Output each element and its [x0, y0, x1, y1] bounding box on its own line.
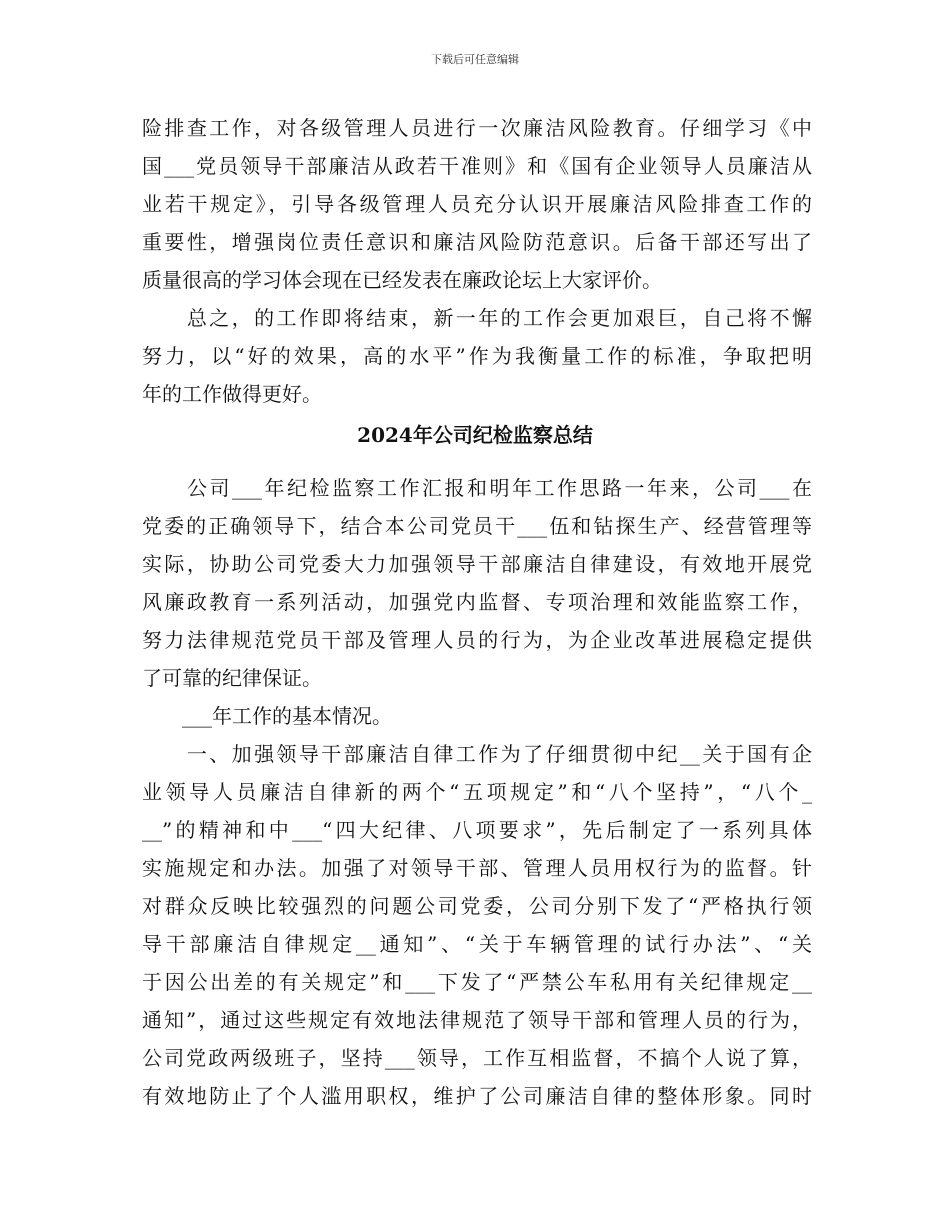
paragraph-line: ___年工作的基本情况。 [142, 704, 392, 728]
paragraph-line: 年的工作做得更好。 [142, 382, 322, 406]
paragraph-line: 国___党员领导干部廉洁从政若干准则》和《国有企业领导人员廉洁从 [142, 154, 812, 178]
page-header: 下载后可任意编辑 [431, 53, 519, 66]
paragraph-line: 导干部廉洁自律规定__通知”、“关于车辆管理的试行办法”、“关 [142, 932, 812, 956]
paragraph-line: 险排查工作，对各级管理人员进行一次廉洁风险教育。仔细学习《中 [142, 116, 812, 140]
paragraph-line: 通知”，通过这些规定有效地法律规范了领导干部和管理人员的行为， [142, 1008, 812, 1032]
paragraph-line: 业领导人员廉洁自律新的两个“五项规定”和“八个坚持”，“八个_ [142, 780, 812, 804]
paragraph-line: 业若干规定》，引导各级管理人员充分认识开展廉洁风险排查工作的 [142, 192, 812, 216]
paragraph-line: 实际，协助公司党委大力加强领导干部廉洁自律建设，有效地开展党 [142, 552, 812, 576]
paragraph-line: 对群众反映比较强烈的问题公司党委，公司分别下发了“严格执行领 [142, 894, 812, 918]
paragraph-line: 党委的正确领导下，结合本公司党员干___伍和钻探生产、经营管理等 [142, 514, 812, 538]
paragraph-line: 重要性，增强岗位责任意识和廉洁风险防范意识。后备干部还写出了 [142, 230, 812, 254]
paragraph-line: 有效地防止了个人滥用职权，维护了公司廉洁自律的整体形象。同时 [142, 1084, 812, 1108]
paragraph-line: 总之，的工作即将结束，新一年的工作会更加艰巨，自己将不懈 [142, 306, 812, 330]
paragraph-line: 实施规定和办法。加强了对领导干部、管理人员用权行为的监督。针 [142, 856, 812, 880]
paragraph-line: 公司党政两级班子，坚持___领导，工作互相监督，不搞个人说了算， [142, 1046, 812, 1070]
paragraph-line: 风廉政教育一系列活动，加强党内监督、专项治理和效能监察工作， [142, 590, 812, 614]
paragraph-line: 一、加强领导干部廉洁自律工作为了仔细贯彻中纪__关于国有企 [142, 742, 812, 766]
paragraph-line: 了可靠的纪律保证。 [142, 666, 322, 690]
paragraph-line: __”的精神和中___“四大纪律、八项要求”，先后制定了一系列具体 [142, 818, 812, 842]
paragraph-line: 质量很高的学习体会现在已经发表在廉政论坛上大家评价。 [142, 268, 662, 292]
paragraph-line: 努力，以“好的效果，高的水平”作为我衡量工作的标准，争取把明 [142, 344, 812, 368]
paragraph-line: 于因公出差的有关规定”和___下发了“严禁公车私用有关纪律规定__ [142, 970, 812, 994]
paragraph-line: 努力法律规范党员干部及管理人员的行为，为企业改革进展稳定提供 [142, 628, 812, 652]
document-title: 2024年公司纪检监察总结 [357, 423, 593, 447]
paragraph-line: 公司___年纪检监察工作汇报和明年工作思路一年来，公司___在 [142, 476, 812, 500]
